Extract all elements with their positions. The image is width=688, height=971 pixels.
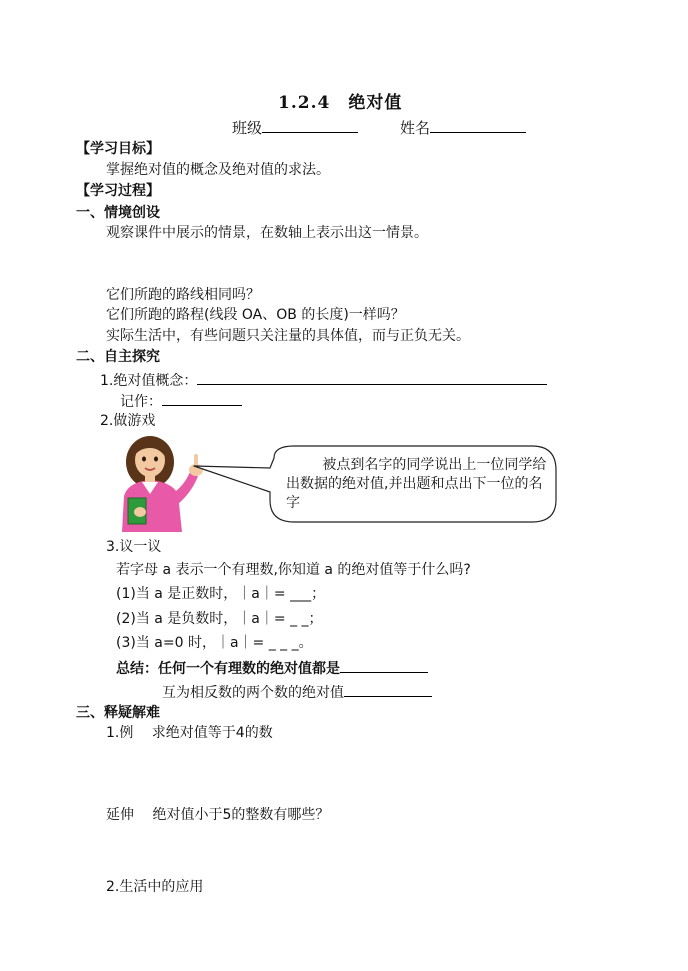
left-eye	[142, 457, 146, 462]
summary-text-2: 互为相反数的两个数的绝对值	[162, 685, 344, 701]
extension-item: 延伸 绝对值小于5的整数有哪些？	[106, 807, 330, 823]
concept-blank[interactable]	[197, 370, 547, 385]
summary-line-1	[116, 658, 428, 678]
class-blank[interactable]	[262, 118, 358, 133]
record-item	[120, 391, 242, 411]
section1-heading: 一、情境创设	[76, 205, 160, 221]
discuss-question: 若字母 a 表示一个有理数,你知道 a 的绝对值等于什么吗?	[116, 562, 471, 578]
concept-item	[100, 370, 547, 390]
case-positive: (1)当 a 是正数时，｜a｜= ___；	[116, 586, 326, 602]
process-heading: 【学习过程】	[76, 183, 160, 199]
summary-blank-1[interactable]	[340, 658, 428, 673]
example-item: 1.例 求绝对值等于4的数	[106, 725, 273, 741]
book-hand	[134, 507, 146, 517]
summary-blank-2[interactable]	[344, 682, 432, 697]
record-label: 记作：	[120, 394, 162, 410]
name-label: 姓名	[400, 119, 431, 137]
discuss-item: 3.议一议	[106, 539, 162, 555]
concept-label: 1.绝对值概念：	[100, 373, 198, 389]
section3-heading: 三、释疑解难	[76, 705, 160, 721]
application-item: 2.生活中的应用	[106, 879, 204, 895]
record-blank[interactable]	[162, 391, 242, 406]
summary-label: 总结：	[116, 661, 158, 677]
objectives-heading: 【学习目标】	[76, 141, 160, 157]
section1-note: 实际生活中，有些问题只关注量的具体值，而与正负无关。	[106, 328, 470, 344]
section2-heading: 二、自主探究	[76, 349, 160, 365]
summary-text-1: 任何一个有理数的绝对值都是	[158, 661, 340, 677]
section1-q2: 它们所跑的路程(线段 OA、OB 的长度)一样吗？	[106, 307, 405, 323]
name-blank[interactable]	[430, 118, 526, 133]
bubble-text: 被点到名字的同学说出上一位同学给出数据的绝对值,并出题和点出下一位的名字	[286, 457, 547, 511]
game-item: 2.做游戏	[100, 413, 156, 429]
name-field	[400, 118, 526, 138]
case-negative: (2)当 a 是负数时，｜a｜= _ _；	[116, 611, 323, 627]
case-zero: (3)当 a=0 时，｜a｜= _ _ _。	[116, 635, 313, 651]
page-title: 1.2.4 绝对值	[278, 93, 403, 113]
class-field	[232, 118, 358, 138]
right-eye	[154, 457, 158, 462]
section1-intro: 观察课件中展示的情景，在数轴上表示出这一情景。	[106, 225, 428, 241]
class-label: 班级	[232, 119, 263, 137]
objectives-text: 掌握绝对值的概念及绝对值的求法。	[106, 162, 330, 178]
section1-q1: 它们所跑的路线相同吗？	[106, 287, 260, 303]
summary-line-2	[162, 682, 432, 702]
